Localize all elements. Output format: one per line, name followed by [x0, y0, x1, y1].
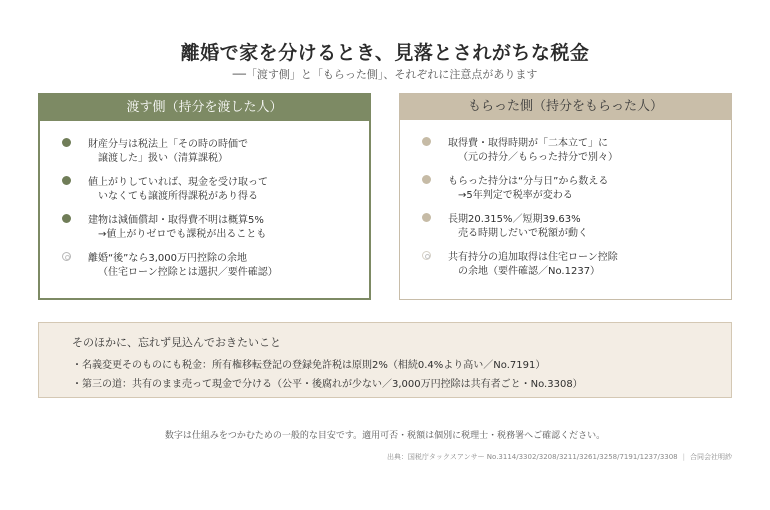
- receiver-item: [400, 172, 731, 210]
- page-title: 離婚で家を分けるとき、見落とされがちな税金: [180, 42, 590, 64]
- item-line: の余地（要件確認／No.1237）: [458, 266, 601, 277]
- item-line: （住宅ローン控除とは選択／要件確認）: [98, 267, 278, 278]
- giver-item: [40, 135, 369, 173]
- disclaimer-note: 数字は仕組みをつかむための一般的な目安です。適用可否・税額は個別に税理士・税務署へご確認ください。: [164, 431, 606, 441]
- item-line: 離婚“後”なら3,000万円控除の余地: [88, 253, 247, 264]
- item-line: 売る時期しだいで税額が動く: [458, 228, 588, 239]
- item-line: （元の持分／もらった持分で別々）: [458, 152, 618, 163]
- source-credit: [387, 452, 732, 462]
- bullet-ring-icon: [422, 251, 431, 260]
- other-notes-box: [38, 322, 732, 398]
- item-line: いなくても譲渡所得課税があり得る: [98, 191, 258, 202]
- item-line: →5年判定で税率が変わる: [458, 190, 573, 201]
- giver-item: [40, 249, 369, 287]
- bullet-dot-icon: [62, 176, 71, 185]
- bullet-ring-icon: [62, 252, 71, 261]
- receiver-item: [400, 134, 731, 172]
- other-notes-header: そのほかに、忘れず見込んでおきたいこと: [72, 336, 281, 349]
- source-separator: |: [682, 453, 685, 461]
- item-line: もらった持分は“分与日”から数える: [448, 176, 609, 187]
- receiver-item: [400, 210, 731, 248]
- company-name: 合同会社明紗: [690, 453, 732, 461]
- page-subtitle: ──「渡す側」と「もらった側」、それぞれに注意点があります: [232, 68, 538, 81]
- bullet-dot-icon: [422, 175, 431, 184]
- bullet-dot-icon: [62, 214, 71, 223]
- bullet-dot-icon: [422, 213, 431, 222]
- item-line: →値上がりゼロでも課税が出ることも: [98, 229, 267, 240]
- item-line: 譲渡した」扱い（清算課税）: [98, 153, 228, 164]
- item-line: 値上がりしていれば、現金を受け取って: [88, 177, 268, 188]
- receiver-item: [400, 248, 731, 286]
- receiver-card: [399, 93, 732, 300]
- item-line: 長期20.315%／短期39.63%: [448, 214, 581, 225]
- source-text: 出典：国税庁タックスアンサー No.3114/3302/3208/3211/3261/3258/7191/1237/3308: [386, 453, 678, 461]
- giver-item: [40, 173, 369, 211]
- item-line: 財産分与は税法上「その時の時価で: [88, 139, 248, 150]
- item-line: 取得費・取得時期が「二本立て」に: [448, 138, 608, 149]
- giver-card-header: 渡す側（持分を渡した人）: [40, 95, 369, 121]
- giver-card: [38, 93, 371, 300]
- other-note-line: ・名義変更そのものにも税金：所有権移転登記の登録免許税は原則2%（相続0.4%より高い／No.7191）: [72, 360, 546, 371]
- bullet-dot-icon: [422, 137, 431, 146]
- item-line: 建物は減価償却・取得費不明は概算5%: [88, 215, 264, 226]
- other-note-line: ・第三の道：共有のまま売って現金で分ける（公平・後腐れが少ない／3,000万円控除は共有者ごと・No.3308）: [72, 379, 583, 390]
- item-line: 共有持分の追加取得は住宅ローン控除: [448, 252, 618, 263]
- giver-item: [40, 211, 369, 249]
- receiver-card-header: もらった側（持分をもらった人）: [400, 94, 731, 120]
- bullet-dot-icon: [62, 138, 71, 147]
